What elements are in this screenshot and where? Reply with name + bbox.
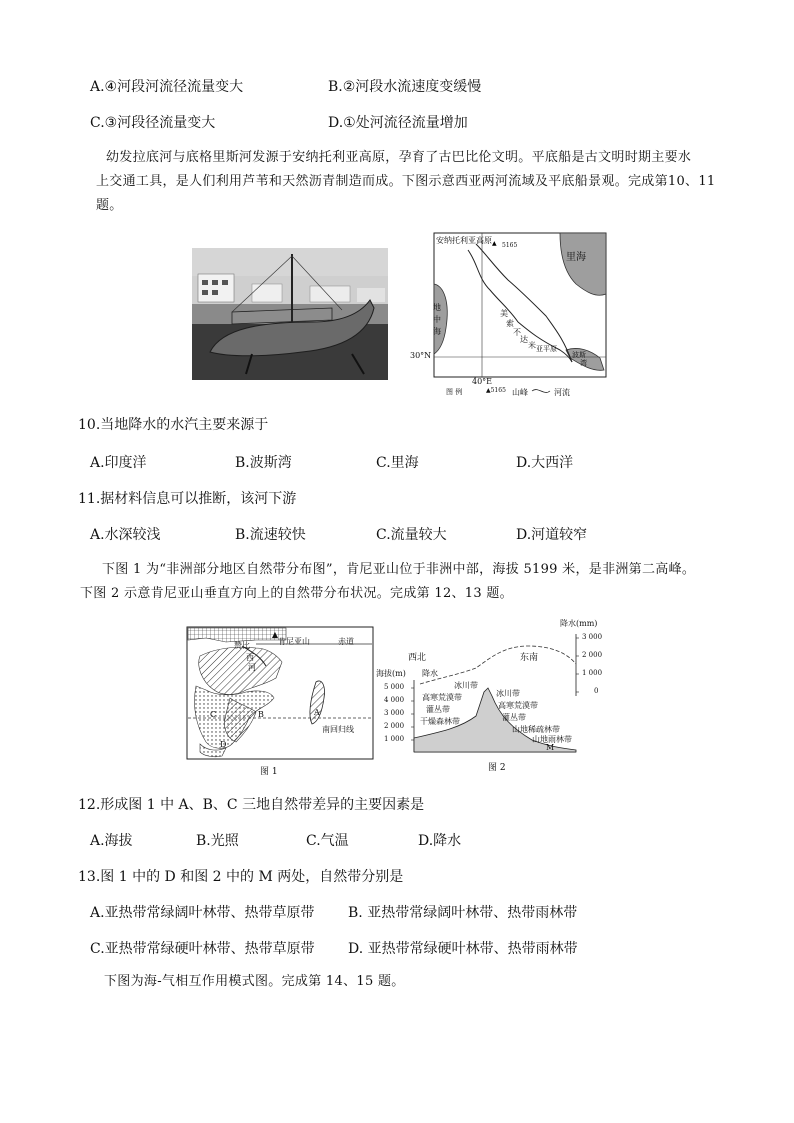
passage-2-line-1: 下图 1 为“非洲部分地区自然带分布图”，肯尼亚山位于非洲中部，海拔 5199 米，是非洲第二高峰。 <box>102 562 696 577</box>
passage-2 <box>80 558 740 606</box>
q13-option-b: B. 亚热带常绿阔叶林带、热带雨林带 <box>348 905 578 921</box>
fig2-alt-tick-5000: 5 000 <box>384 683 405 691</box>
q10-option-b: B.波斯湾 <box>235 455 292 471</box>
map-label-med-1: 地 <box>433 303 441 312</box>
fig1-label-b: B <box>258 710 264 719</box>
q11-option-d: D.河道较窄 <box>516 527 588 543</box>
map-label-med-2: 中 <box>433 315 441 324</box>
fig2-precip-tick-3000: 3 000 <box>582 633 603 641</box>
passage-1 <box>96 146 736 218</box>
passage-1-line-3: 题。 <box>96 198 123 213</box>
legend-river-symbol <box>532 390 550 393</box>
map-label-mes-6: 亚平原 <box>536 345 557 353</box>
q10-stem: 10.当地降水的水汽主要来源于 <box>78 417 269 433</box>
fig1-label-kenya: 肯尼亚山 <box>278 637 310 646</box>
fig2-alt-tick-3000: 3 000 <box>384 709 405 717</box>
fig2-left-zone-dry-forest: 干燥森林带 <box>420 717 460 726</box>
q11-option-a: A.水深较浅 <box>90 527 161 543</box>
passage-3: 下图为海-气相互作用模式图。完成第 14、15 题。 <box>104 974 405 989</box>
figure-1-africa-map <box>186 626 376 778</box>
q9-option-b: B.②河段水流速度变缓慢 <box>328 79 482 95</box>
q12-option-b: B.光照 <box>196 833 239 849</box>
passage-1-line-1: 幼发拉底河与底格里斯河发源于安纳托利亚高原，孕育了古巴比伦文明。平底船是古文明时期主要水 <box>106 150 692 165</box>
q11-option-c: C.流量较大 <box>376 527 447 543</box>
mesopotamia-map <box>410 232 610 400</box>
q9-option-d: D.①处河流径流量增加 <box>328 115 468 131</box>
fig1-label-zambezi-3: 西 <box>246 653 254 662</box>
q10-option-a: A.印度洋 <box>90 455 147 471</box>
map-legend-peak-symbol: ▲5165 <box>486 387 506 394</box>
passage-2-line-2: 下图 2 示意肯尼亚山垂直方向上的自然带分布状况。完成第 12、13 题。 <box>80 586 513 601</box>
fig1-label-zambezi-2: 比 <box>242 641 250 650</box>
map-label-med-3: 海 <box>433 327 441 336</box>
q13-option-d: D. 亚热带常绿硬叶林带、热带雨林带 <box>348 941 578 957</box>
q13-option-c: C.亚热带常绿硬叶林带、热带草原带 <box>90 941 315 957</box>
fig1-label-equator: 赤道 <box>338 637 354 646</box>
fig2-right-zone-shrub: 灌丛带 <box>502 713 526 722</box>
fig2-precip-tick-0: 0 <box>594 687 599 695</box>
map-label-mes-3: 不 <box>513 328 521 337</box>
map-legend-title: 图 例 <box>446 388 463 396</box>
map-label-plateau: 安纳托利亚高原 <box>436 236 492 245</box>
q10-option-c: C.里海 <box>376 455 419 471</box>
fig1-caption: 图 1 <box>260 767 278 777</box>
fig2-right-zone-rainforest: 山地雨林带 <box>532 735 572 744</box>
fig2-alt-tick-4000: 4 000 <box>384 696 405 704</box>
figure-2-mountain-zones <box>376 616 610 776</box>
map-label-peak: 5165 <box>502 242 518 249</box>
q10-option-d: D.大西洋 <box>516 455 574 471</box>
q13-option-a: A.亚热带常绿阔叶林带、热带草原带 <box>90 905 315 921</box>
map-label-gulf-1: 波斯 <box>572 351 586 359</box>
map-label-caspian: 里海 <box>566 252 586 263</box>
fig1-label-c: C <box>210 710 217 719</box>
fig2-alt-tick-2000: 2 000 <box>384 722 405 730</box>
map-label-mes-5: 米 <box>528 341 536 350</box>
map-legend-river-label: 河流 <box>554 388 570 397</box>
fig1-label-zambezi-4: 河 <box>248 663 256 672</box>
fig1-label-d: D <box>220 740 227 749</box>
fig2-alt-tick-1000: 1 000 <box>384 735 405 743</box>
fig2-caption: 图 2 <box>488 763 506 773</box>
q12-option-a: A.海拔 <box>90 833 133 849</box>
fig2-label-m: M <box>546 743 555 752</box>
q12-stem: 12.形成图 1 中 A、B、C 三地自然带差异的主要因素是 <box>78 797 425 813</box>
figure-1-graphics <box>186 626 376 778</box>
fig2-right-zone-sparse-forest: 山地稀疏林带 <box>512 725 560 734</box>
q11-stem: 11.据材料信息可以推断，该河下游 <box>78 491 297 507</box>
map-label-longitude: 40°E <box>472 377 493 386</box>
fig2-precip-line-label: 降水 <box>422 669 438 678</box>
map-label-gulf-2: 湾 <box>580 359 587 367</box>
map-label-latitude: 30°N <box>410 351 432 360</box>
fig1-label-a: A <box>314 708 320 717</box>
fig1-label-zambezi-1: 赞 <box>234 641 242 650</box>
fig2-label-southeast: 东南 <box>520 653 539 663</box>
fig2-precip-tick-1000: 1 000 <box>582 669 603 677</box>
fig2-precip-tick-2000: 2 000 <box>582 651 603 659</box>
fig2-label-northwest: 西北 <box>408 653 427 663</box>
fig2-alt-unit: 海拔(m) <box>376 669 406 678</box>
q12-option-c: C.气温 <box>306 833 349 849</box>
fig1-label-tropic: 南回归线 <box>322 725 354 734</box>
q9-option-c: C.③河段径流量变大 <box>90 115 216 131</box>
fig2-left-zone-glacier: 冰川带 <box>454 681 478 690</box>
q13-stem: 13.图 1 中的 D 和图 2 中的 M 两处，自然带分别是 <box>78 869 404 885</box>
map-label-mes-2: 索 <box>506 319 514 328</box>
map-legend-peak-label: 山峰 <box>512 388 528 397</box>
q11-option-b: B.流速较快 <box>235 527 306 543</box>
map-label-mes-1: 美 <box>500 309 508 318</box>
reed-boat-photo <box>192 248 388 380</box>
fig2-precip-unit: 降水(mm) <box>560 619 598 628</box>
fig2-left-zone-alpine-desert: 高寒荒漠带 <box>422 693 462 702</box>
fig2-right-zone-glacier: 冰川带 <box>496 689 520 698</box>
q9-option-a: A.④河段河流径流量变大 <box>90 79 244 95</box>
fig2-right-zone-alpine-desert: 高寒荒漠带 <box>498 701 538 710</box>
q12-option-d: D.降水 <box>418 833 462 849</box>
map-label-mes-4: 达 <box>520 335 528 344</box>
passage-1-line-2: 上交通工具，是人们利用芦苇和天然沥青制造而成。下图示意西亚两河流域及平底船景观。完成第10、11 <box>96 174 716 189</box>
svg-text:▲: ▲ <box>492 240 497 247</box>
figure-2-graphics <box>380 616 610 776</box>
fig2-left-zone-shrub: 灌丛带 <box>426 705 450 714</box>
